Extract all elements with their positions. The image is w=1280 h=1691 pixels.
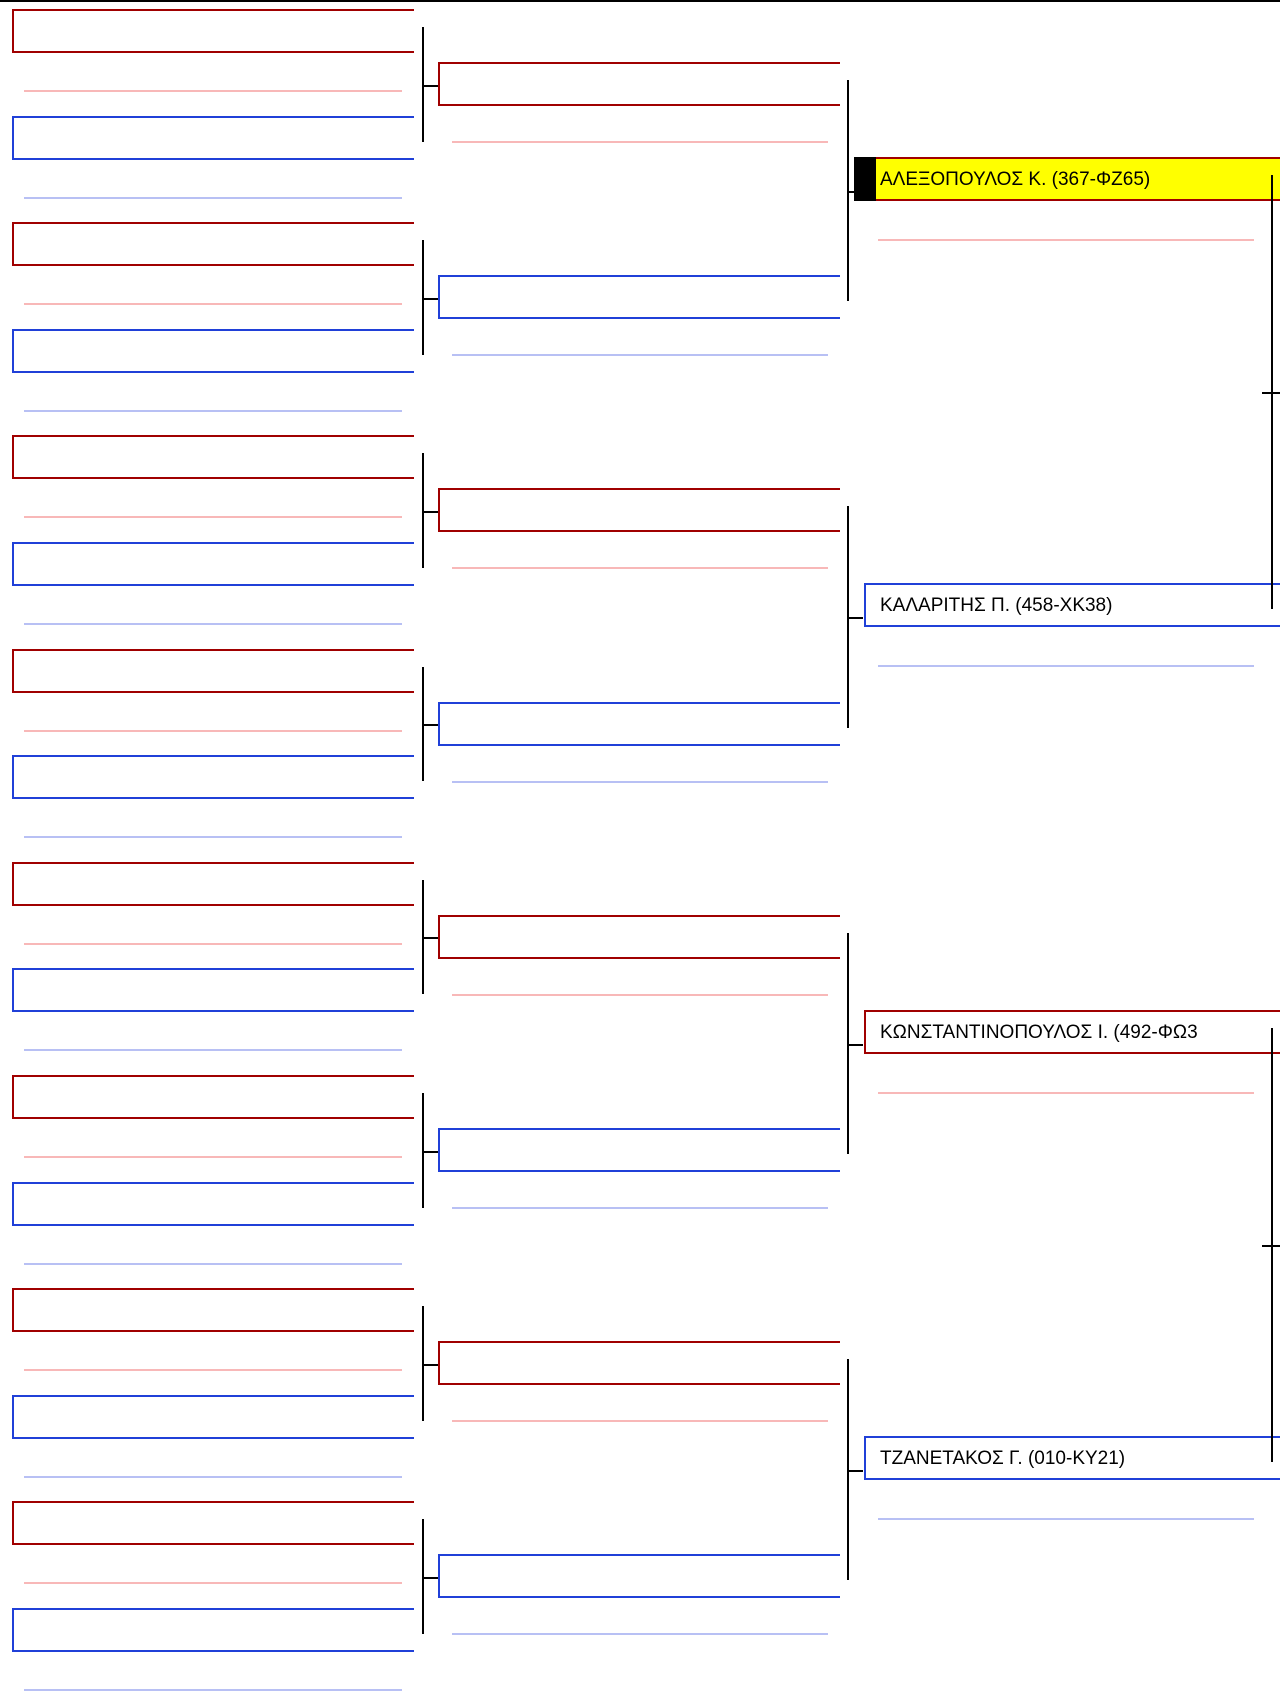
bracket-slot-r1-3[interactable] xyxy=(12,222,414,266)
score-line xyxy=(24,197,402,199)
bracket-slot-r2-8[interactable] xyxy=(438,1554,840,1598)
bracket-slot-r3-1[interactable] xyxy=(864,157,1280,201)
bracket-slot-r1-15[interactable] xyxy=(12,1501,414,1545)
bracket-slot-r1-13[interactable] xyxy=(12,1288,414,1332)
bracket-slot-r3-3[interactable] xyxy=(864,1010,1280,1054)
bracket-slot-r1-14[interactable] xyxy=(12,1395,414,1439)
bracket-slot-r1-5[interactable] xyxy=(12,435,414,479)
score-line xyxy=(452,1207,828,1209)
bracket-connector-tick xyxy=(422,85,438,87)
competitor-name: ΚΩΝΣΤΑΝΤΙΝΟΠΟΥΛΟΣ Ι. (492-ΦΩ3 xyxy=(880,1022,1198,1043)
score-line xyxy=(24,1369,402,1371)
competitor-name: ΤΖΑΝΕΤΑΚΟΣ Γ. (010-ΚΥ21) xyxy=(880,1448,1126,1469)
bracket-slot-r1-11[interactable] xyxy=(12,1075,414,1119)
score-line xyxy=(24,836,402,838)
score-line xyxy=(24,1156,402,1158)
score-line xyxy=(24,303,402,305)
bracket-slot-r2-2[interactable] xyxy=(438,275,840,319)
bracket-slot-r1-12[interactable] xyxy=(12,1182,414,1226)
score-line xyxy=(24,730,402,732)
bracket-connector-tick xyxy=(847,1470,863,1472)
bracket-connector-tick xyxy=(847,617,863,619)
score-line xyxy=(452,994,828,996)
bracket-slot-r1-1[interactable] xyxy=(12,9,414,53)
bracket-slot-r1-6[interactable] xyxy=(12,542,414,586)
bracket-slot-r3-2[interactable] xyxy=(864,583,1280,627)
competitor-name: ΚΑΛΑΡΙΤΗΣ Π. (458-ΧΚ38) xyxy=(880,595,1113,616)
bracket-slot-r2-4[interactable] xyxy=(438,702,840,746)
bracket-connector-tick xyxy=(422,298,438,300)
score-line xyxy=(24,516,402,518)
selected-marker-icon xyxy=(854,157,876,201)
bracket-connector-tick xyxy=(422,724,438,726)
bracket-connector-tick xyxy=(422,511,438,513)
bracket-connector-tick xyxy=(422,1364,438,1366)
bracket-slot-r1-16[interactable] xyxy=(12,1608,414,1652)
score-line xyxy=(24,410,402,412)
score-line xyxy=(452,567,828,569)
bracket-connector-tick xyxy=(1262,1245,1280,1247)
score-line xyxy=(452,1633,828,1635)
score-line xyxy=(24,90,402,92)
score-line xyxy=(452,354,828,356)
bracket-connector-tick xyxy=(847,1044,863,1046)
competitor-name: ΑΛΕΞΟΠΟΥΛΟΣ Κ. (367-ΦΖ65) xyxy=(880,169,1151,190)
bracket-slot-r2-3[interactable] xyxy=(438,488,840,532)
bracket-connector-tick xyxy=(847,191,863,193)
bracket-slot-r1-4[interactable] xyxy=(12,329,414,373)
bracket-connector-tick xyxy=(422,1577,438,1579)
bracket-slot-r1-10[interactable] xyxy=(12,968,414,1012)
bracket-slot-r2-5[interactable] xyxy=(438,915,840,959)
score-line xyxy=(24,1263,402,1265)
score-line xyxy=(24,1582,402,1584)
score-line xyxy=(24,1049,402,1051)
bracket-slot-r1-9[interactable] xyxy=(12,862,414,906)
bracket-slot-r1-2[interactable] xyxy=(12,116,414,160)
bracket-slot-r2-6[interactable] xyxy=(438,1128,840,1172)
score-line xyxy=(878,1518,1254,1520)
score-line xyxy=(878,1092,1254,1094)
bracket-slot-r1-7[interactable] xyxy=(12,649,414,693)
score-line xyxy=(24,623,402,625)
bracket-slot-r2-7[interactable] xyxy=(438,1341,840,1385)
score-line xyxy=(452,781,828,783)
bracket-connector-tick xyxy=(422,937,438,939)
score-line xyxy=(452,141,828,143)
score-line xyxy=(24,1476,402,1478)
bracket-connector-tick xyxy=(1262,392,1280,394)
bracket-connector-tick xyxy=(422,1151,438,1153)
bracket-slot-r1-8[interactable] xyxy=(12,755,414,799)
score-line xyxy=(452,1420,828,1422)
score-line xyxy=(24,943,402,945)
score-line xyxy=(878,665,1254,667)
bracket-slot-r3-4[interactable] xyxy=(864,1436,1280,1480)
score-line xyxy=(878,239,1254,241)
bracket-slot-r2-1[interactable] xyxy=(438,62,840,106)
